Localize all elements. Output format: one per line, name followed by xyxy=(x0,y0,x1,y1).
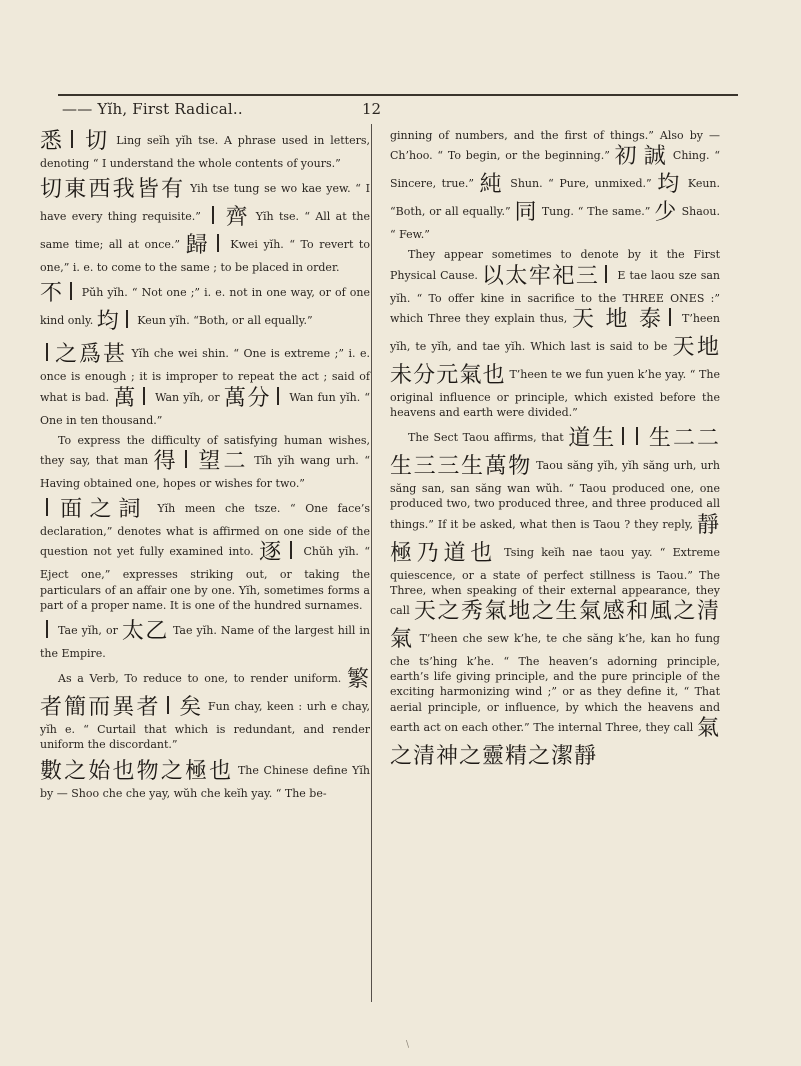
entry-text: Ching. “ Sincere, true.” xyxy=(390,149,720,191)
han-entry: 道生 xyxy=(568,426,617,452)
han-entry: 誠 xyxy=(643,144,669,170)
han-entry: 天地未分元氣也 xyxy=(390,334,721,388)
repeat-mark xyxy=(290,541,292,559)
repeat-mark xyxy=(277,387,279,405)
entry-text: Yĭh meen che tsze. “ One face’s declaration,” denotes what is affirmed on one side of the question not yet fully examined into. xyxy=(40,502,370,559)
entry-chhoo xyxy=(390,128,720,242)
entry-text: To express the difficulty of satisfying human wishes, they say, that man xyxy=(40,433,370,468)
entry-text: Ling seĭh yĭh tse. A phrase used in letters, denoting “ I understand the whole contents of yours.” xyxy=(40,134,370,170)
han-entry: 純 xyxy=(479,172,505,198)
entry-text: They appear sometimes to denote by it the First Physical Cause. xyxy=(390,248,720,282)
han-entry: 不 xyxy=(40,281,64,307)
entry-text: Shun. “ Pure, unmixed.” xyxy=(510,177,652,191)
entry-text: Tsing keĭh nae taou yay. “ Extreme quiescence, or a state of perfect stillness is Taou.” The Three, when speaking of their external appearance, they call xyxy=(390,545,720,618)
han-entry: 氣之清神之靈精之潔靜 xyxy=(390,715,720,769)
han-entry: 得 xyxy=(153,449,179,475)
entry-ling-seih xyxy=(40,128,370,171)
entry-text: The Sect Taou affirms, that xyxy=(408,431,564,445)
page-number: 12 xyxy=(362,100,382,118)
entry-yih-tse-tung xyxy=(40,176,370,275)
han-entry: 歸 xyxy=(185,233,211,259)
entry-text: As a Verb, To reduce to one, to render uniform. xyxy=(58,672,342,686)
entry-text: Wan yĭh, or xyxy=(155,390,220,404)
entry-tih-yih-wang-urh xyxy=(40,433,370,491)
entry-text: Tĭh yĭh wang urh. “ Having obtained one, hopes or wishes for two.” xyxy=(40,454,371,491)
repeat-mark xyxy=(669,308,671,326)
han-entry: 齊 xyxy=(225,205,251,231)
repeat-mark xyxy=(70,282,72,300)
repeat-mark xyxy=(46,343,48,361)
han-entry: 切東西我皆有 xyxy=(40,177,186,203)
han-entry: 面之詞 xyxy=(54,497,148,523)
han-entry: 繁者簡而異者 xyxy=(40,667,371,721)
repeat-mark xyxy=(636,427,638,445)
han-entry: 生二二生三三生萬物 xyxy=(390,426,720,480)
han-entry: 少 xyxy=(654,200,678,226)
entry-text: ginning of numbers, and the first of things.” Also by — Ch’hoo. “ To begin, or the beginning.” xyxy=(390,129,720,163)
entry-text: Tae yĭh. Name of the largest hill in the Empire. xyxy=(40,624,370,661)
stray-ink-mark: \ xyxy=(406,1040,410,1050)
repeat-mark xyxy=(126,310,128,328)
entry-text: Yĭh tse. “ All at the same time; all at once.” xyxy=(40,210,370,252)
entry-text: Yih tse tung se wo kae yew. “ I have every thing requisite.” xyxy=(40,182,371,224)
han-entry: 均 xyxy=(657,172,683,198)
han-entry: 數之始也物之極也 xyxy=(40,758,234,784)
entry-taou xyxy=(390,425,720,771)
entry-text: Tung. “ The same.” xyxy=(541,205,651,219)
repeat-mark xyxy=(605,265,607,283)
entry-tae-yih xyxy=(40,618,370,661)
entry-che-wei-shin xyxy=(40,341,370,427)
entry-text: Taou săng yĭh, yĭh săng urh, urh săng san, san săng wan wŭh. “ Taou produced one, one produced two, two produced three, and three produced all things.” If it be asked, what then is Taou ? they reply, xyxy=(390,459,720,531)
entry-text: Shaou. “ Few.” xyxy=(390,205,720,242)
repeat-mark xyxy=(167,696,169,714)
running-head: —— Yĭh, First Radical.. xyxy=(62,100,243,118)
entry-text: Tae yĭh, or xyxy=(58,624,118,638)
han-entry: 均 xyxy=(96,309,120,335)
han-entry: 切 xyxy=(85,129,111,154)
entry-text: The Chinese define Yĭh by — Shoo che che yay, wŭh che keĭh yay. “ The be- xyxy=(40,763,370,800)
repeat-mark xyxy=(71,130,73,148)
left-column xyxy=(40,128,370,806)
entry-text: Keun yĭh. “Both, or all equally.” xyxy=(137,314,313,328)
han-entry: 悉 xyxy=(40,129,66,154)
right-column xyxy=(390,128,720,776)
header-rule xyxy=(58,94,738,96)
entry-verb-sense xyxy=(40,666,370,752)
column-rule xyxy=(371,124,372,1002)
han-entry: 逐 xyxy=(259,540,285,566)
han-entry: 萬分 xyxy=(223,385,272,411)
han-entry: 天 地 泰 xyxy=(572,306,664,332)
entry-text: Chŭh yĭh. “ Eject one,” expresses striking out, or taking the particulars of an affair one by one. Yĭh, sometimes forms a part of a proper name. It is one of the hundred surnames. xyxy=(40,545,370,612)
repeat-mark xyxy=(143,387,145,405)
entry-text: T’heen te we fun yuen k’he yay. “ The original influence or principle, which existed before the heavens and earth were divided.” xyxy=(390,367,720,420)
repeat-mark xyxy=(217,234,219,252)
han-entry: 靜極乃道也 xyxy=(390,512,720,566)
entry-text: Kwei yĭh. “ To revert to one,” i. e. to come to the same ; to be placed in order. xyxy=(40,238,370,275)
entry-first-cause xyxy=(390,247,720,420)
han-entry: 天之秀氣地之生氣感和風之清氣 xyxy=(390,599,720,653)
repeat-mark xyxy=(46,620,48,638)
han-entry: 萬 xyxy=(113,385,137,411)
entry-definition xyxy=(40,758,370,801)
han-entry: 之爲甚 xyxy=(54,342,128,368)
repeat-mark xyxy=(212,206,214,224)
han-entry: 太乙 xyxy=(121,619,169,645)
han-entry: 以太牢祀三 xyxy=(481,263,600,289)
han-entry: 同 xyxy=(514,200,538,226)
entry-text: Wan fun yĭh. “ One in ten thousand.” xyxy=(40,390,370,427)
entry-yih-meen xyxy=(40,496,370,613)
entry-text: Yĭh che wei shin. “ One is extreme ;” i. e. once is enough ; it is improper to repeat the act ; said of what is bad. xyxy=(40,347,370,404)
han-entry: 望二 xyxy=(198,449,249,475)
han-entry: 矣 xyxy=(179,695,204,721)
entry-puh-yih xyxy=(40,280,370,336)
repeat-mark xyxy=(46,498,48,516)
entry-text: T’heen yĭh, te yĭh, and tae yĭh. Which last is said to be xyxy=(390,311,721,353)
repeat-mark xyxy=(622,427,624,445)
repeat-mark xyxy=(185,450,187,468)
entry-text: Fun chay, keen : urh e chay, yĭh e. “ Curtail that which is redundant, and render uniform the discordant.” xyxy=(40,700,370,752)
entry-text: Pŭh yĭh. “ Not one ;” i. e. not in one way, or of one kind only. xyxy=(40,286,370,328)
entry-text: E tae laou sze san yĭh. “ To offer kine in sacrifice to the THREE ONES :” which Three they explain thus, xyxy=(390,268,720,325)
han-entry: 初 xyxy=(614,144,639,170)
entry-text: T’heen che sew k’he, te che săng k’he, kan ho fung che ts’hing k’he. “ The heaven’s adorning principle, earth’s life giving principle, and the pure principle of the exciting harmonizing wind ;” or as they define it, “ That aerial principle, or influence, by which the heavens and earth act on each other.” The internal Three, they call xyxy=(390,632,720,734)
entry-text: Keun. “Both, or all equally.” xyxy=(390,177,720,219)
